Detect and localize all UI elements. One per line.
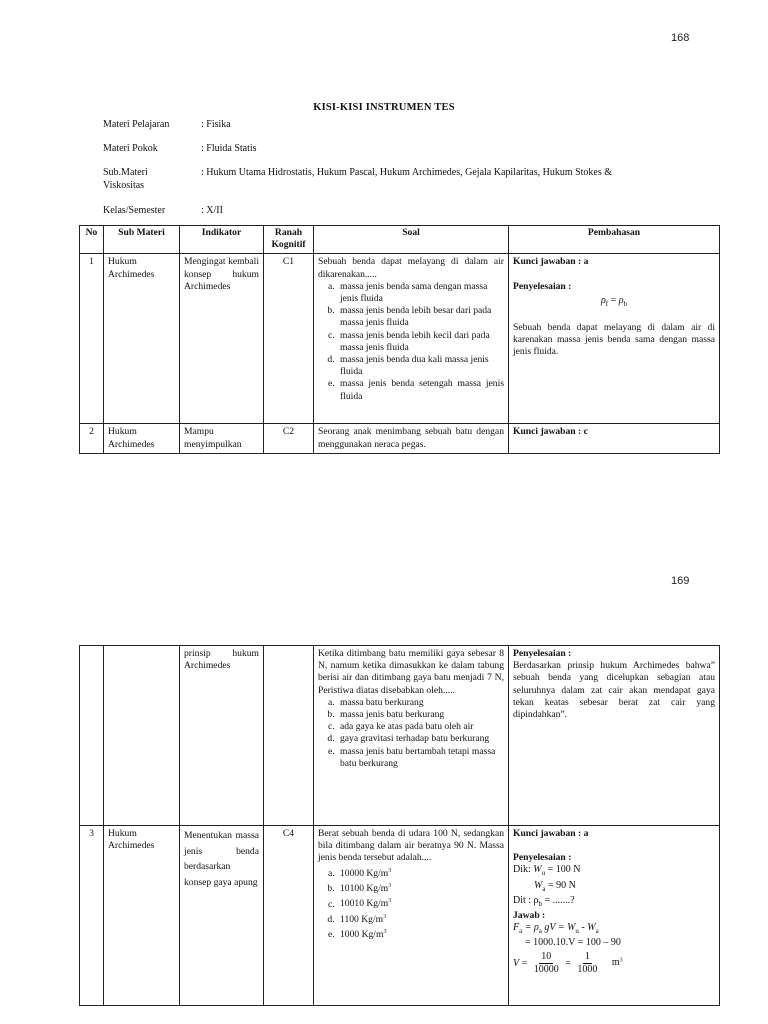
header-soal: Soal — [314, 226, 509, 254]
answer-options — [318, 865, 504, 942]
option-d: d. massa jenis benda dua kali massa jenis fluida — [337, 354, 504, 378]
solution-label: Penyelesaian : — [513, 280, 572, 292]
header-indikator: Indikator — [180, 226, 264, 254]
row-number: 3 — [80, 826, 104, 1006]
explanation-text: Sebuah benda dapat melayang di dalam air di karenakan massa jenis benda sama dengan massa jenis fluida. — [513, 322, 715, 358]
header-pembahasan: Pembahasan — [509, 226, 720, 254]
fraction-2: $\frac{1}{1000}$ — [577, 950, 598, 975]
row-number: 1 — [80, 254, 104, 424]
option-c: c. massa jenis benda lebih kecil dari pada massa jenis fluida — [337, 330, 504, 354]
ranah-cell — [264, 646, 314, 826]
fraction-1: $\frac{10}{10000}$ — [533, 950, 559, 975]
option-e: e. 1000 $Kg/m^3$ — [337, 926, 504, 941]
buoyancy-equation: $F_a = \rho_a$ gV = $W_u - W_a$ — [513, 922, 599, 936]
option-d: d. gaya gravitasi terhadap batu berkurang — [337, 733, 504, 745]
answer-label: Jawab : — [513, 910, 546, 922]
table-row — [80, 646, 720, 826]
sub-materi-cell: Hukum Archimedes — [104, 424, 180, 454]
explanation-text: Berdasarkan prinsip hukum Archimedes bahwa” sebuah benda yang dicelupkan sebagian atau seluruhnya dalam zat cair akan mendapat gaya tekan keatas sebesar berat zat cair yang dipindahkan”. — [513, 660, 715, 721]
document-title: KISI-KISI INSTRUMEN TES — [313, 102, 455, 113]
indikator-cell: prinsip hukum Archimedes — [180, 646, 264, 826]
question-text: Ketika ditimbang batu memiliki gaya sebesar 8 N, namum ketika dimasukkan ke dalam tabung berisi air dan ditimbang gaya batu menjadi 7 N, Peristiwa diatas disebabkan oleh..... — [318, 648, 504, 696]
soal-cell — [314, 254, 509, 424]
answer-key: Kunci jawaban : a — [513, 828, 589, 839]
row-number: 2 — [80, 424, 104, 454]
asked-line: Dit : $\rho_b$ = .......? — [513, 894, 575, 908]
meta-label-sub-materi-cont: Viskositas — [103, 180, 145, 191]
solution-label: Penyelesaian : — [513, 852, 572, 864]
option-e: e. massa jenis benda setengah massa jenis fluida — [337, 378, 504, 402]
table-row — [80, 254, 720, 424]
soal-cell — [314, 646, 509, 826]
sub-materi-cell: Hukum Archimedes — [104, 826, 180, 1006]
indikator-cell: Mampu menyimpulkan — [180, 424, 264, 454]
given-line: Dik: $W_u = 100$ N — [513, 864, 581, 878]
pembahasan-cell — [509, 646, 720, 826]
ranah-cell: C2 — [264, 424, 314, 454]
indikator-cell: Mengingat kembali konsep hukum Archimedes — [180, 254, 264, 424]
row-number — [80, 646, 104, 826]
pembahasan-cell — [509, 826, 720, 1006]
meta-value-materi-pelajaran: : Fisika — [201, 119, 231, 130]
meta-label-materi-pelajaran: Materi Pelajaran — [103, 119, 170, 130]
answer-key: Kunci jawaban : a — [513, 256, 589, 268]
sub-materi-cell: Hukum Archimedes — [104, 254, 180, 424]
meta-label-kelas-semester: Kelas/Semester — [103, 205, 166, 216]
indikator-cell: Menentukan massa jenis benda berdasarkan konsep gaya apung — [180, 826, 264, 1006]
ranah-cell: C4 — [264, 826, 314, 1006]
option-b: b. massa jenis benda lebih besar dari pada massa jenis fluida — [337, 305, 504, 329]
soal-cell: Seorang anak menimbang sebuah batu dengan menggunakan neraca pegas. — [314, 424, 509, 454]
option-a: a. massa jenis benda sama dengan massa jenis fluida — [337, 281, 504, 305]
given-line-2: $W_a = 90$ N — [534, 879, 576, 893]
density-formula: $\rho_f = \rho_b$ — [600, 294, 628, 308]
pembahasan-cell — [509, 254, 720, 424]
meta-label-sub-materi: Sub.Materi — [103, 167, 148, 178]
page-number-2: 169 — [671, 575, 690, 587]
option-b: b. massa jenis batu berkurang — [337, 709, 504, 721]
option-d: d. 1100 $Kg/m^3$ — [337, 911, 504, 926]
ranah-cell: C1 — [264, 254, 314, 424]
table-row — [80, 424, 720, 454]
header-ranah-kognitif: Ranah Kognitif — [264, 226, 314, 254]
option-e: e. massa jenis batu bertambah tetapi massa batu berkurang — [337, 746, 504, 770]
meta-value-kelas-semester: : X/II — [201, 205, 223, 216]
option-a: a. massa batu berkurang — [337, 697, 504, 709]
option-c: c. 10010 $Kg/m^3$ — [337, 895, 504, 910]
instrument-table-page2 — [79, 645, 720, 1006]
solution-label: Penyelesaian : — [513, 648, 572, 659]
substitution-equation: = 1000.10.V = 100 – 90 — [525, 937, 621, 949]
sub-materi-cell — [104, 646, 180, 826]
question-text: Sebuah benda dapat melayang di dalam air dikarenakan..... — [318, 256, 504, 280]
meta-value-sub-materi: : Hukum Utama Hidrostatis, Hukum Pascal, Hukum Archimedes, Gejala Kapilaritas, Hukum Stokes & — [201, 167, 613, 178]
answer-options — [318, 281, 504, 403]
table-row — [80, 826, 720, 1006]
option-c: c. ada gaya ke atas pada batu oleh air — [337, 721, 504, 733]
option-a: a. 10000 $Kg/m^3$ — [337, 865, 504, 880]
meta-label-materi-pokok: Materi Pokok — [103, 143, 158, 154]
header-no: No — [80, 226, 104, 254]
page-number: 168 — [671, 32, 690, 44]
question-text: Berat sebuah benda di udara 100 N, sedangkan bila ditimbang dalam air beratnya 90 N. Massa jenis benda tersebut adalah.... — [318, 828, 504, 864]
header-sub-materi: Sub Materi — [104, 226, 180, 254]
option-b: b. 10100 $Kg/m^3$ — [337, 880, 504, 895]
soal-cell — [314, 826, 509, 1006]
instrument-table-page1 — [79, 225, 720, 454]
volume-equation: V = $\frac{10}{10000}$ = $\frac{1}{1000}$ $m^3$ — [513, 950, 623, 975]
answer-options — [318, 697, 504, 770]
meta-value-materi-pokok: : Fluida Statis — [201, 143, 257, 154]
table-header-row — [80, 226, 720, 254]
answer-key: Kunci jawaban : c — [509, 424, 720, 454]
